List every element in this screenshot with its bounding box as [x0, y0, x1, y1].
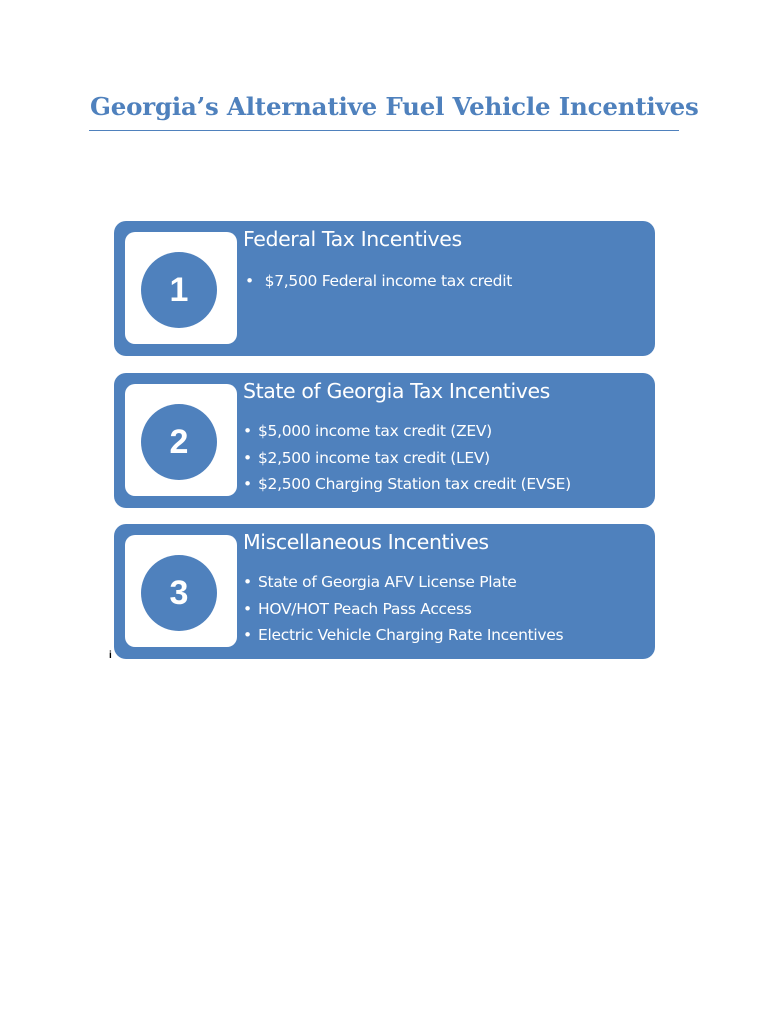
page-title: Georgia’s Alternative Fuel Vehicle Incentives: [90, 92, 699, 121]
bullet-icon: •: [243, 448, 252, 467]
card-miscellaneous-incentives: [114, 524, 655, 659]
footnote-marker: i: [109, 650, 112, 661]
incentive-list: [243, 418, 571, 498]
list-item: [243, 445, 571, 472]
list-item-text: $2,500 income tax credit (LEV): [258, 448, 490, 467]
bullet-icon: •: [243, 626, 252, 644]
bullet-icon: •: [243, 422, 252, 440]
badge-box: [125, 535, 237, 647]
card-heading: Miscellaneous Incentives: [243, 530, 489, 554]
list-item-text: $2,500 Charging Station tax credit (EVSE): [258, 475, 571, 493]
incentive-list: [245, 268, 512, 295]
incentive-list: [243, 569, 563, 649]
bullet-icon: •: [245, 272, 254, 290]
list-item: [243, 418, 571, 445]
number-badge: 1: [141, 252, 217, 328]
card-heading: State of Georgia Tax Incentives: [243, 379, 550, 403]
badge-box: [125, 232, 237, 344]
list-item: [243, 471, 571, 498]
list-item: [245, 268, 512, 295]
number-badge: 3: [141, 555, 217, 631]
list-item-text: $5,000 income tax credit (ZEV): [258, 422, 492, 440]
list-item-text: State of Georgia AFV License Plate: [258, 573, 517, 591]
list-item-text: HOV/HOT Peach Pass Access: [258, 599, 472, 618]
card-heading: Federal Tax Incentives: [243, 227, 462, 251]
bullet-icon: •: [243, 573, 252, 591]
card-state-tax-incentives: [114, 373, 655, 508]
list-item-text: $7,500 Federal income tax credit: [264, 272, 512, 290]
title-underline: [89, 130, 679, 131]
bullet-icon: •: [243, 599, 252, 618]
card-federal-tax-incentives: [114, 221, 655, 356]
bullet-icon: •: [243, 475, 252, 493]
list-item: [243, 622, 563, 649]
number-badge: 2: [141, 404, 217, 480]
badge-box: [125, 384, 237, 496]
list-item: [243, 596, 563, 623]
list-item: [243, 569, 563, 596]
list-item-text: Electric Vehicle Charging Rate Incentives: [258, 626, 564, 644]
